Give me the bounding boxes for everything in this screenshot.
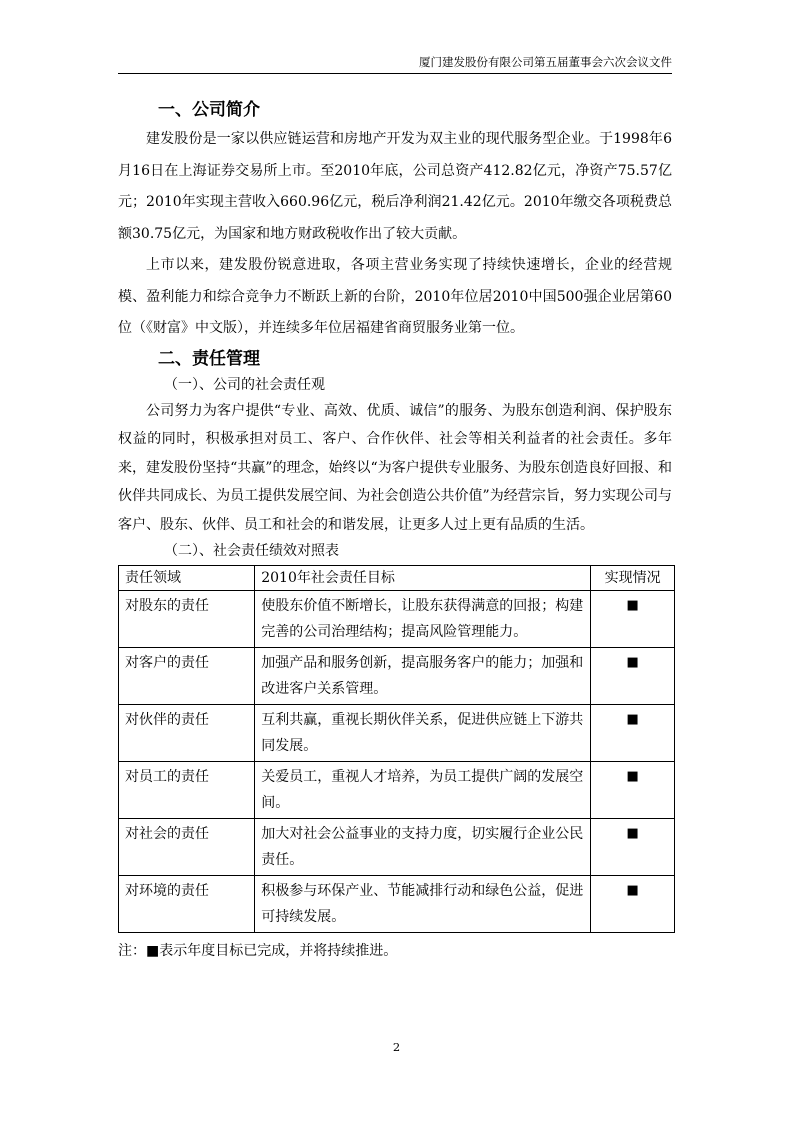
completed-mark: ■ [591, 648, 675, 705]
table-cell-goal: 使股东价值不断增长，让股东获得满意的回报；构建完善的公司治理结构；提高风险管理能力。 [255, 591, 591, 648]
completed-mark: ■ [591, 762, 675, 819]
table-cell-area: 对伙伴的责任 [119, 705, 255, 762]
table-cell-area: 对员工的责任 [119, 762, 255, 819]
section2-sub2: （二）、社会责任绩效对照表 [164, 543, 339, 559]
table-cell-area: 对股东的责任 [119, 591, 255, 648]
table-header-status: 实现情况 [591, 566, 675, 591]
completed-mark: ■ [591, 591, 675, 648]
section2-sub1: （一）、公司的社会责任观 [164, 376, 325, 393]
table-cell-goal: 加强产品和服务创新，提高服务客户的能力；加强和改进客户关系管理。 [255, 648, 591, 705]
table-row [119, 648, 675, 705]
table-cell-area: 对社会的责任 [119, 819, 255, 876]
table-row [119, 819, 675, 876]
header-rule [118, 73, 672, 74]
table-row [119, 591, 675, 648]
completed-mark: ■ [591, 819, 675, 876]
table-row [119, 762, 675, 819]
section2-paragraph: 公司努力为客户提供“专业、高效、优质、诚信”的服务、为股东创造利润、保护股东权益的同时，积极承担对员工、客户、合作伙伴、社会等相关利益者的社会责任。多年来，建发股份坚持“共赢”的理念，始终以“为客户提供专业服务、为股东创造良好回报、和伙伴共同成长、为员工提供发展空间、为社会创造公共价值”为经营宗旨，努力实现公司与客户、股东、伙伴、员工和社会的和谐发展，让更多人过上更有品质的生活。 [118, 402, 672, 533]
table-cell-goal: 积极参与环保产业、节能减排行动和绿色公益，促进可持续发展。 [255, 876, 591, 933]
table-header-row [119, 566, 675, 591]
table-row [119, 705, 675, 762]
table-cell-goal: 互利共赢，重视长期伙伴关系，促进供应链上下游共同发展。 [255, 705, 591, 762]
section1-heading: 一、公司简介 [158, 100, 260, 120]
page-number: 2 [392, 1040, 401, 1054]
page-content [118, 96, 672, 963]
table-cell-area: 对环境的责任 [119, 876, 255, 933]
document-header: 厦门建发股份有限公司第五届董事会六次会议文件 [419, 55, 672, 69]
section1-paragraph-2: 上市以来，建发股份锐意进取，各项主营业务实现了持续快速增长，企业的经营规模、盈利能力和综合竞争力不断跃上新的台阶，2010年位居2010中国500强企业居第60位（《财富》中文版），并连续多年位居福建省商贸服务业第一位。 [118, 257, 672, 336]
section2-heading: 二、责任管理 [158, 348, 260, 369]
section1-paragraph-1: 建发股份是一家以供应链运营和房地产开发为双主业的现代服务型企业。于1998年6月16日在上海证券交易所上市。至2010年底，公司总资产412.82亿元，净资产75.57亿元；2010年实现主营收入660.96亿元，税后净利润21.42亿元。2010年缴交各项税费总额30.75亿元，为国家和地方财政税收作出了较大贡献。 [118, 131, 672, 242]
table-row [119, 876, 675, 933]
table-note: 注：■表示年度目标已完成，并将持续推进。 [118, 943, 398, 959]
responsibility-table [118, 565, 675, 933]
table-cell-area: 对客户的责任 [119, 648, 255, 705]
completed-mark: ■ [591, 705, 675, 762]
table-header-area: 责任领域 [119, 566, 255, 591]
table-cell-goal: 关爱员工，重视人才培养，为员工提供广阔的发展空间。 [255, 762, 591, 819]
table-header-goal: 2010年社会责任目标 [255, 566, 591, 591]
table-cell-goal: 加大对社会公益事业的支持力度，切实履行企业公民责任。 [255, 819, 591, 876]
completed-mark: ■ [591, 876, 675, 933]
